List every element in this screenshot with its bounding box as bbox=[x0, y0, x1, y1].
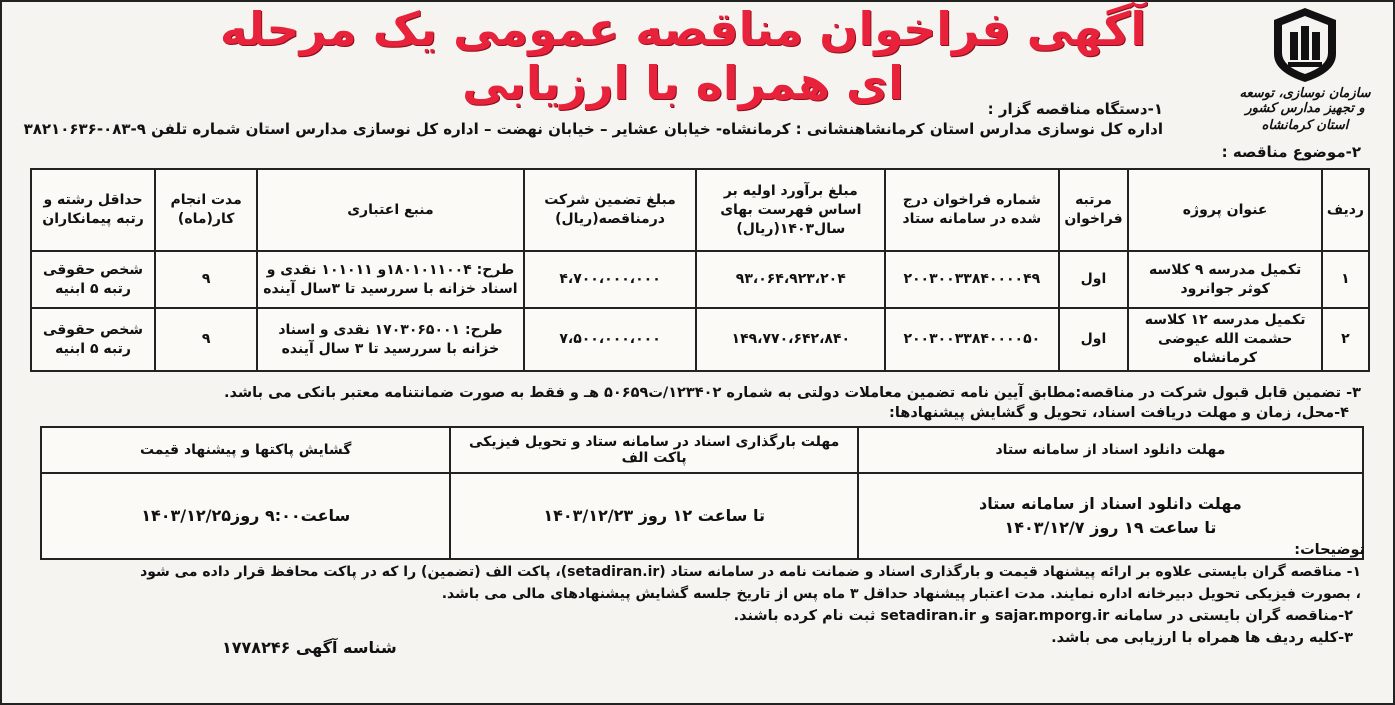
header-round: مرتبه فراخوان bbox=[1059, 169, 1129, 251]
cell-guarantee: ۴،۷۰۰،۰۰۰،۰۰۰ bbox=[524, 251, 697, 308]
cell-duration: ۹ bbox=[155, 308, 257, 371]
explanation-item-1a: ۱- مناقصه گران بایستی علاوه بر ارائه پیشنهاد قیمت و بارگذاری اسناد و ضمانت نامه در سامانه ستاد (setadiran.ir)، پاکت الف (تضمین) را که در پاکت محافظ قرار داده می شود bbox=[140, 564, 1361, 580]
logo-text-line1: سازمان نوسازی، توسعه و تجهیز مدارس کشور bbox=[1239, 86, 1371, 116]
schedule-row bbox=[41, 473, 1363, 559]
emblem-icon bbox=[1270, 6, 1340, 84]
cell-funding-source: طرح: ۱۷۰۳۰۶۵۰۰۱ نقدی و اسناد خزانه با سررسید تا ۳ سال آینده bbox=[257, 308, 523, 371]
section2-heading: ۲-موضوع مناقصه : bbox=[1221, 143, 1361, 161]
header-call-number: شماره فراخوان درج شده در سامانه ستاد bbox=[885, 169, 1058, 251]
schedule-table bbox=[40, 426, 1364, 560]
cell-estimate: ۱۴۹،۷۷۰،۶۴۲،۸۴۰ bbox=[696, 308, 885, 371]
cell-call-number: ۲۰۰۳۰۰۳۳۸۴۰۰۰۰۵۰ bbox=[885, 308, 1058, 371]
page-title: آگهی فراخوان مناقصه عمومی یک مرحله ای همراه با ارزیابی bbox=[219, 2, 1147, 110]
ad-identifier: شناسه آگهی ۱۷۷۸۲۴۶ bbox=[222, 638, 397, 657]
schedule-header-row bbox=[41, 427, 1363, 473]
table-row bbox=[31, 308, 1369, 371]
cell-project-title: تکمیل مدرسه ۱۲ کلاسه حشمت الله عیوضی کرمانشاه bbox=[1128, 308, 1321, 371]
section1-body: اداره کل نوسازی مدارس استان کرمانشاهنشانی : کرمانشاه- خیابان عشایر – خیابان نهضت – اداره کل نوسازی مدارس استان شماره تلفن ۹-۰۸۳-۳۸۲۱۰۶۳۶ bbox=[23, 120, 1163, 138]
cell-estimate: ۹۳،۰۶۴،۹۲۳،۲۰۴ bbox=[696, 251, 885, 308]
cell-guarantee: ۷،۵۰۰،۰۰۰،۰۰۰ bbox=[524, 308, 697, 371]
cell-round: اول bbox=[1059, 308, 1129, 371]
cell-contractor-grade: شخص حقوقی رتبه ۵ ابنیه bbox=[31, 251, 155, 308]
schedule-header-download: مهلت دانلود اسناد از سامانه ستاد bbox=[858, 427, 1363, 473]
section3-guarantee: ۳- تضمین قابل قبول شرکت در مناقصه:مطابق آیین نامه تضمین معاملات دولتی به شماره ۱۲۳۴۰۲/ت۵۰۶۵۹ هـ و فقط به صورت ضمانتنامه معتبر بانکی می باشد. bbox=[224, 385, 1361, 401]
download-deadline-date: تا ساعت ۱۹ روز ۱۴۰۳/۱۲/۷ bbox=[1004, 518, 1217, 537]
section4-heading: ۴-محل، زمان و مهلت دریافت اسناد، تحویل و گشایش پیشنهادها: bbox=[889, 405, 1349, 421]
header-row-number: ردیف bbox=[1322, 169, 1369, 251]
cell-contractor-grade: شخص حقوقی رتبه ۵ ابنیه bbox=[31, 308, 155, 371]
section1-heading: ۱-دستگاه مناقصه گزار : bbox=[987, 100, 1163, 118]
schedule-upload-deadline: تا ساعت ۱۲ روز ۱۴۰۳/۱۲/۲۳ bbox=[450, 473, 857, 559]
logo-text-line2: استان کرمانشاه bbox=[1261, 118, 1349, 133]
header-guarantee: مبلغ تضمین شرکت درمناقصه(ریال) bbox=[524, 169, 697, 251]
cell-row-number: ۱ bbox=[1322, 251, 1369, 308]
explanation-item-2: ۲-مناقصه گران بایستی در سامانه sajar.mporg.ir و setadiran.ir ثبت نام کرده باشند. bbox=[733, 608, 1353, 624]
schedule-header-opening: گشایش پاکتها و پیشنهاد قیمت bbox=[41, 427, 450, 473]
schedule-opening-time: ساعت۹:۰۰ روز۱۴۰۳/۱۲/۲۵ bbox=[41, 473, 450, 559]
projects-table bbox=[30, 168, 1370, 372]
schedule-header-upload: مهلت بارگذاری اسناد در سامانه ستاد و تحویل فیزیکی پاکت الف bbox=[450, 427, 857, 473]
cell-project-title: تکمیل مدرسه ۹ کلاسه کوثر جوانرود bbox=[1128, 251, 1321, 308]
schedule-download-deadline bbox=[858, 473, 1363, 559]
cell-funding-source: طرح: ۱۸۰۱۰۱۱۰۰۴و ۱۰۱۰۱۱ نقدی و اسناد خزانه با سررسید تا ۳سال آینده bbox=[257, 251, 523, 308]
download-deadline-label: مهلت دانلود اسناد از سامانه ستاد bbox=[979, 494, 1242, 513]
cell-round: اول bbox=[1059, 251, 1129, 308]
organization-logo bbox=[1235, 6, 1375, 133]
explanation-item-3: ۳-کلیه ردیف ها همراه با ارزیابی می باشد. bbox=[1051, 630, 1353, 646]
cell-call-number: ۲۰۰۳۰۰۳۳۸۴۰۰۰۰۴۹ bbox=[885, 251, 1058, 308]
explanations-heading: توضیحات: bbox=[1294, 542, 1365, 558]
header-contractor-grade: حداقل رشته و رتبه پیمانکاران bbox=[31, 169, 155, 251]
cell-row-number: ۲ bbox=[1322, 308, 1369, 371]
header-duration: مدت انجام کار(ماه) bbox=[155, 169, 257, 251]
explanation-item-1b: ، بصورت فیزیکی تحویل دبیرخانه اداره نمایند. مدت اعتبار پیشنهاد حداقل ۳ ماه پس از تاریخ جلسه گشایش پیشنهادهای مالی می باشد. bbox=[441, 586, 1361, 602]
table-header-row bbox=[31, 169, 1369, 251]
table-row bbox=[31, 251, 1369, 308]
cell-duration: ۹ bbox=[155, 251, 257, 308]
header-funding-source: منبع اعتباری bbox=[257, 169, 523, 251]
header-estimate: مبلغ برآورد اولیه بر اساس فهرست بهای سال۱۴۰۳(ریال) bbox=[696, 169, 885, 251]
header-project-title: عنوان پروژه bbox=[1128, 169, 1321, 251]
